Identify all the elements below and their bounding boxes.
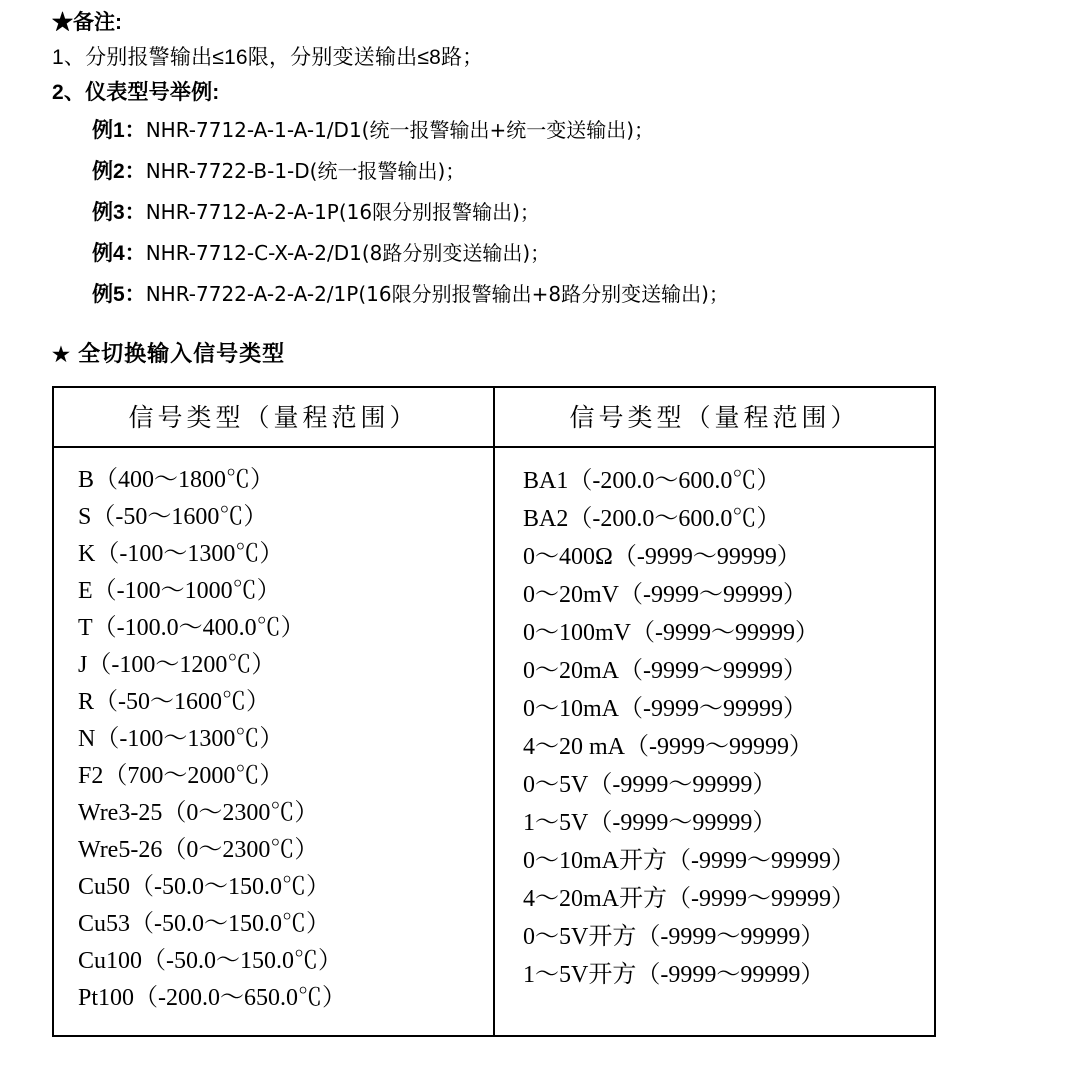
list-item: BA2（-200.0～600.0℃）: [523, 506, 781, 532]
list-item: T（-100.0～400.0℃）: [78, 615, 305, 641]
list-item: Cu100（-50.0～150.0℃）: [78, 948, 342, 974]
example-row: [52, 274, 1080, 315]
list-item: J（-100～1200℃）: [78, 652, 276, 678]
example-model: NHR-7722-B-1-D(统一报警输出)；: [145, 159, 466, 183]
list-item: Cu50（-50.0～150.0℃）: [78, 874, 330, 900]
list-item: 0～20mV（-9999～99999）: [523, 582, 807, 608]
example-model: NHR-7722-A-2-A-2/1P(16限分别报警输出+8路分别变送输出)；: [145, 282, 729, 306]
example-model: NHR-7712-A-2-A-1P(16限分别报警输出)；: [145, 200, 540, 224]
example-row: [52, 151, 1080, 192]
example-model: NHR-7712-A-1-A-1/D1(统一报警输出+统一变送输出)；: [145, 118, 655, 142]
example-row: [52, 233, 1080, 274]
table-header-row: [53, 387, 935, 447]
list-item: 0～400Ω（-9999～99999）: [523, 544, 801, 570]
list-item: S（-50～1600℃）: [78, 504, 268, 530]
notes-heading: ★备注:: [52, 11, 122, 34]
list-item: 0～5V（-9999～99999）: [523, 772, 777, 798]
list-item: 1～5V（-9999～99999）: [523, 810, 777, 836]
list-item: 0～100mV（-9999～99999）: [523, 620, 819, 646]
table-head: [53, 387, 935, 447]
example-label: 例1：: [92, 119, 146, 142]
left-signal-cell: [53, 447, 494, 1036]
list-item: Wre5-26（0～2300℃）: [78, 837, 319, 863]
notes-block: [0, 0, 1080, 315]
list-item: E（-100～1000℃）: [78, 578, 281, 604]
list-item: R（-50～1600℃）: [78, 689, 270, 715]
list-item: K（-100～1300℃）: [78, 541, 284, 567]
signal-type-table-wrapper: [0, 378, 1080, 1037]
table-body: [53, 447, 935, 1036]
list-item: B（400～1800℃）: [78, 467, 275, 493]
section-title-text: 全切换输入信号类型: [78, 341, 286, 366]
table-header-right: 信号类型（量程范围）: [494, 387, 935, 447]
right-signal-list: [495, 462, 934, 994]
signal-type-table: [52, 386, 936, 1037]
example-row: [52, 110, 1080, 151]
list-item: 4～20 mA（-9999～99999）: [523, 734, 813, 760]
example-label: 例5：: [92, 283, 146, 306]
list-item: 0～5V开方（-9999～99999）: [523, 924, 825, 950]
list-item: N（-100～1300℃）: [78, 726, 284, 752]
list-item: 1～5V开方（-9999～99999）: [523, 962, 825, 988]
section-heading: [0, 315, 1080, 378]
example-model: NHR-7712-C-X-A-2/D1(8路分别变送输出)；: [145, 241, 551, 265]
list-item: Pt100（-200.0～650.0℃）: [78, 985, 347, 1011]
note-item-2: 2、仪表型号举例:: [52, 81, 220, 104]
list-item: Cu53（-50.0～150.0℃）: [78, 911, 330, 937]
list-item: 0～10mA（-9999～99999）: [523, 696, 807, 722]
list-item: BA1（-200.0～600.0℃）: [523, 468, 781, 494]
left-signal-list: [54, 462, 493, 1017]
list-item: 0～10mA开方（-9999～99999）: [523, 848, 855, 874]
list-item: 0～20mA（-9999～99999）: [523, 658, 807, 684]
example-label: 例3：: [92, 201, 146, 224]
example-row: [52, 192, 1080, 233]
list-item: F2（700～2000℃）: [78, 763, 284, 789]
list-item: 4～20mA开方（-9999～99999）: [523, 886, 855, 912]
table-header-left: 信号类型（量程范围）: [53, 387, 494, 447]
table-row: [53, 447, 935, 1036]
example-label: 例2：: [92, 160, 146, 183]
note-item-1: 1、分别报警输出≤16限，分别变送输出≤8路；: [52, 46, 484, 69]
star-icon: ★: [52, 344, 71, 366]
right-signal-cell: [494, 447, 935, 1036]
example-label: 例4：: [92, 242, 146, 265]
list-item: Wre3-25（0～2300℃）: [78, 800, 319, 826]
